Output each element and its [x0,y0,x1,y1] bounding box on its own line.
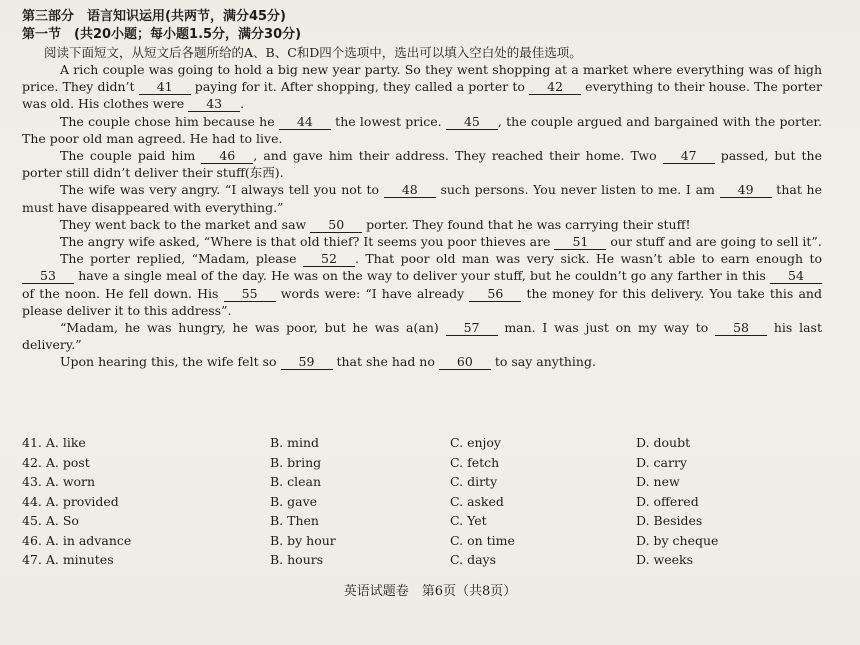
passage-text: have a single meal of the day. He was on the way to deliver your stuff, but he couldn’t go any farther in this [74,268,770,284]
cloze-passage [22,61,822,371]
option-a: 41. A. like [22,435,86,450]
option-a: 46. A. in advance [22,532,132,548]
passage-text: . That poor old man was very sick. He wasn’t able to earn enough to [354,251,822,267]
option-row [22,433,782,453]
blank-42: 42 [529,80,581,95]
option-row [22,453,782,473]
option-c: C. asked [450,493,504,509]
option-c: C. dirty [450,474,498,489]
exam-content [22,8,822,371]
blank-57: 57 [446,321,498,336]
passage-text: the money for this delivery. You take this and please deliver it to this address”. [22,285,822,318]
passage-paragraph [22,61,822,113]
passage-text: of the noon. He fell down. His [22,285,224,301]
passage-text: such persons. You never listen to me. I am [435,182,720,198]
option-row [22,511,782,531]
option-d: D. doubt [636,435,691,450]
blank-55: 55 [224,287,276,302]
passage-text: porter. They found that he was carrying their stuff! [362,216,691,232]
passage-paragraph [22,233,822,250]
passage-text: everything to their house. The porter was old. His clothes were [22,79,822,112]
option-d: D. offered [636,493,699,509]
option-b: B. by hour [270,532,336,548]
instructions: 阅读下面短文，从短文后各题所给的A、B、C和D四个选项中，选出可以填入空白处的最佳选项。 [44,45,582,60]
blank-59: 59 [281,355,333,370]
option-a: 47. A. minutes [22,552,114,567]
blank-45: 45 [446,115,498,130]
blank-51: 51 [554,235,606,250]
blank-54: 54 [770,269,822,284]
option-a: 42. A. post [22,454,90,470]
option-row [22,472,782,492]
passage-text: The wife was very angry. “I always tell you not to [60,182,384,198]
part-heading: 第三部分 语言知识运用(共两节，满分45分) [22,9,286,24]
option-b: B. clean [270,474,322,489]
passage-text: the lowest price. [330,113,446,129]
blank-56: 56 [469,287,521,302]
blank-52: 52 [303,252,355,267]
passage-text: to say anything. [490,354,596,370]
option-c: C. Yet [450,513,487,528]
passage-text: that he must have disappeared with everything.” [22,182,822,215]
passage-text: paying for it. After shopping, they called a porter to [190,79,530,95]
option-d: D. carry [636,454,687,470]
option-b: B. hours [270,552,324,567]
passage-text: passed, but the porter still didn’t deliver their stuff(东西). [22,148,822,181]
option-a: 43. A. worn [22,474,96,489]
blank-60: 60 [439,355,491,370]
passage-paragraph [22,250,822,319]
passage-text: The couple chose him because he [60,113,279,129]
blank-49: 49 [720,183,772,198]
blank-53: 53 [22,269,74,284]
blank-58: 58 [715,321,767,336]
section-heading: 第一节 (共20小题；每小题1.5分，满分30分) [22,27,302,42]
option-d: D. by cheque [636,532,719,548]
option-c: C. on time [450,532,515,548]
blank-50: 50 [310,218,362,233]
blank-41: 41 [139,80,191,95]
blank-47: 47 [663,149,715,164]
passage-text: that she had no [332,354,439,370]
passage-text: his last delivery.” [22,320,822,353]
option-a: 45. A. So [22,513,79,528]
passage-paragraph [22,353,822,370]
passage-text: The porter replied, “Madam, please [60,251,303,267]
option-b: B. Then [270,513,319,528]
passage-paragraph [22,181,822,215]
option-d: D. weeks [636,552,694,567]
blank-44: 44 [279,115,331,130]
passage-text: man. I was just on my way to [497,320,716,336]
passage-text: They went back to the market and saw [60,216,311,232]
answer-options [22,433,782,570]
option-d: D. new [636,474,680,489]
passage-text: our stuff and are going to sell it”. [606,234,822,250]
passage-text: A rich couple was going to hold a big new year party. So they went shopping at a market where everything was of high price. They didn’t [22,62,822,95]
option-b: B. mind [270,435,320,450]
passage-text: . [240,96,245,112]
passage-text: words were: “I have already [275,285,470,301]
passage-text: The couple paid him [60,148,202,164]
passage-paragraph [22,216,822,233]
passage-paragraph [22,319,822,353]
option-a: 44. A. provided [22,493,119,509]
passage-text: , and gave him their address. They reached their home. Two [253,148,663,164]
option-d: D. Besides [636,513,703,528]
passage-paragraph [22,147,822,181]
passage-paragraph [22,113,822,147]
option-b: B. bring [270,454,322,470]
option-c: C. enjoy [450,435,501,450]
passage-text: The angry wife asked, “Where is that old thief? It seems you poor thieves are [60,234,555,250]
blank-46: 46 [201,149,253,164]
blank-43: 43 [188,97,240,112]
passage-text: Upon hearing this, the wife felt so [60,354,281,370]
passage-text: , the couple argued and bargained with the porter. The poor old man agreed. He had to live. [22,113,822,146]
option-b: B. gave [270,493,318,509]
blank-48: 48 [384,183,436,198]
option-row [22,492,782,512]
page-footer: 英语试题卷 第6页（共8页） [343,584,517,599]
passage-text: “Madam, he was hungry, he was poor, but he was a(an) [60,320,446,336]
option-c: C. fetch [450,454,500,470]
option-row [22,531,782,551]
option-c: C. days [450,552,496,567]
option-row [22,550,782,570]
